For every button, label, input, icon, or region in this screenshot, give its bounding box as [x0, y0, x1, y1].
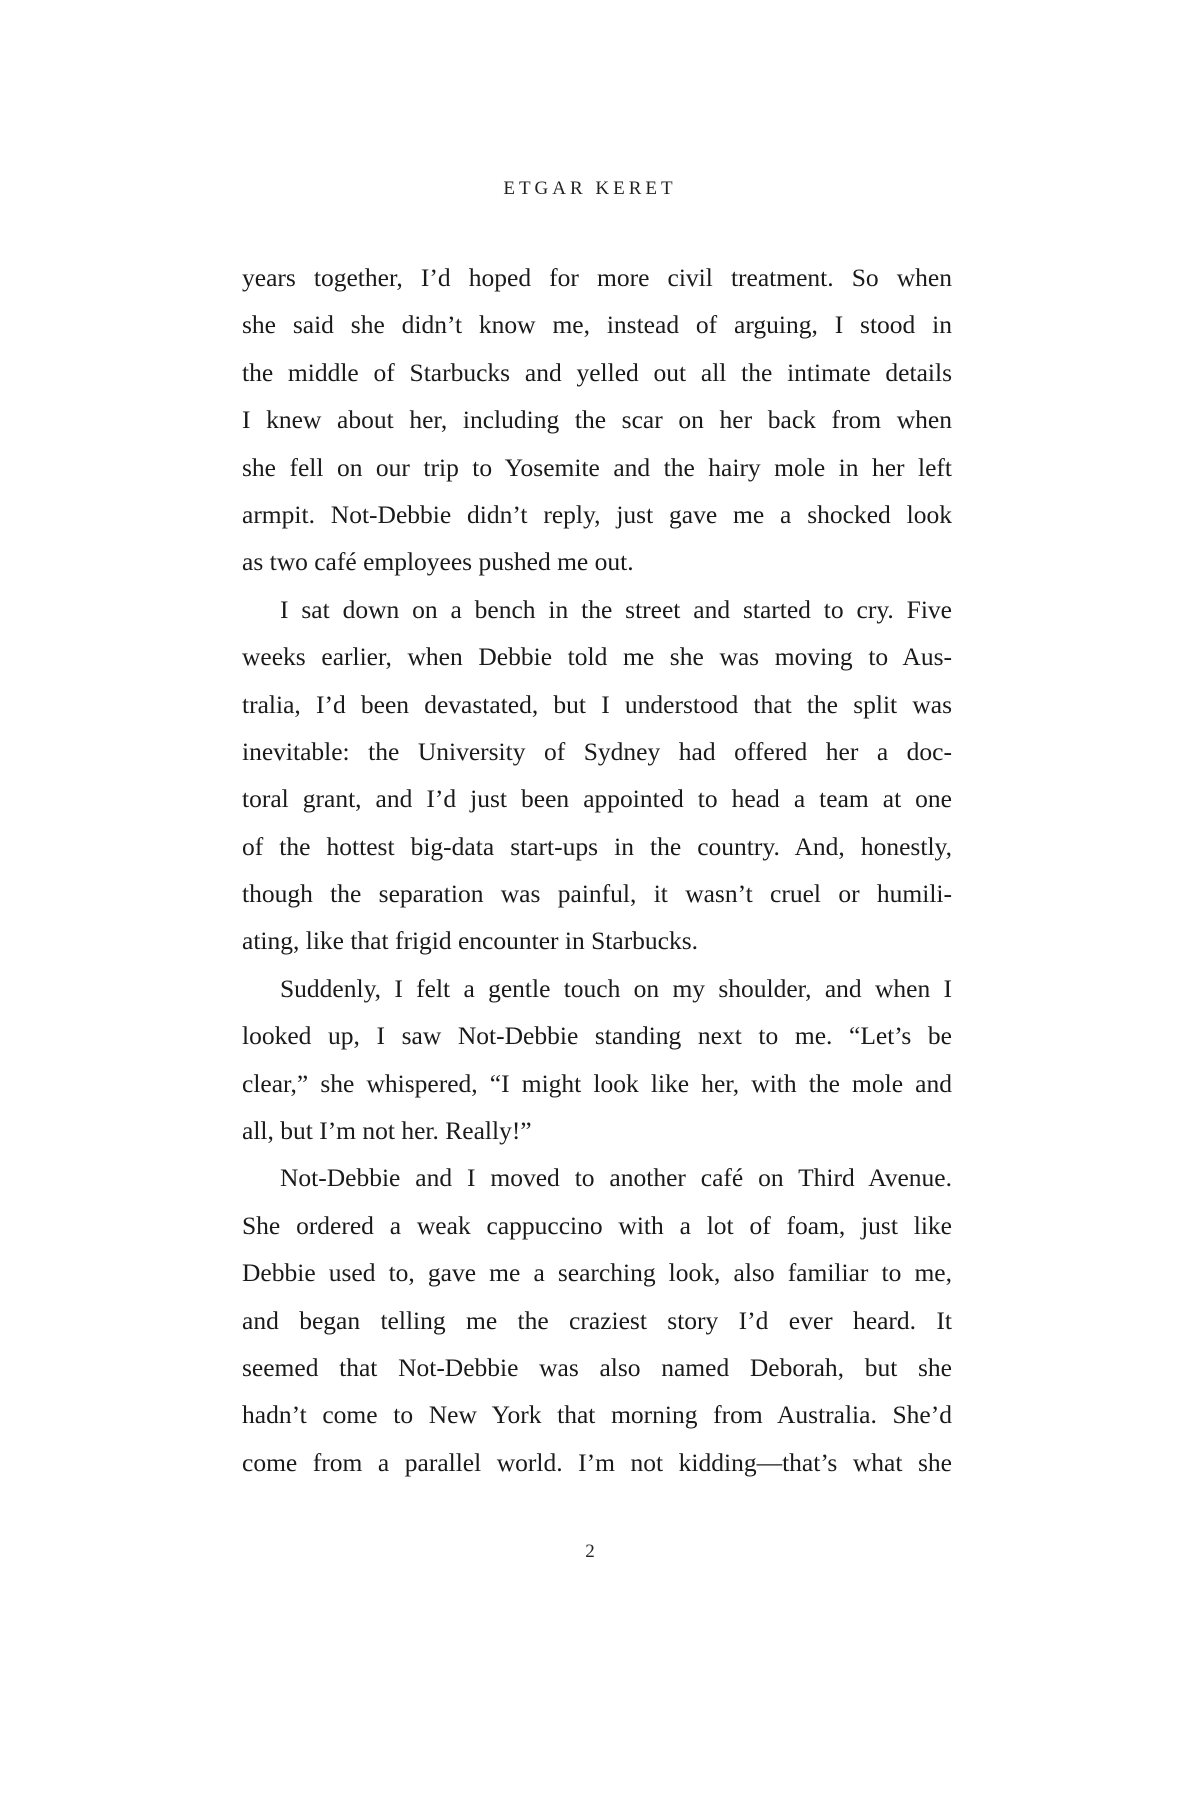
text-line: of the hottest big-data start-ups in the country. And, honestly,	[242, 831, 952, 861]
text-line: tralia, I’d been devastated, but I understood that the split was	[242, 689, 952, 719]
running-head: ETGAR KERET	[503, 178, 677, 199]
text-line: inevitable: the University of Sydney had offered her a doc-	[242, 736, 952, 766]
text-line: and began telling me the craziest story I’d ever heard. It	[242, 1305, 952, 1335]
page-number: 2	[585, 1541, 595, 1562]
text-line: all, but I’m not her. Really!”	[242, 1116, 532, 1146]
text-line: though the separation was painful, it wasn’t cruel or humili-	[242, 879, 952, 909]
text-line: years together, I’d hoped for more civil treatment. So when	[242, 263, 952, 292]
body-text	[242, 254, 952, 1486]
paragraph-first-line: Not-Debbie and I moved to another café on Third Avenue.	[280, 1163, 952, 1193]
text-line: armpit. Not-Debbie didn’t reply, just gave me a shocked look	[242, 499, 952, 529]
text-line: looked up, I saw Not-Debbie standing next to me. “Let’s be	[242, 1021, 952, 1051]
text-line: I knew about her, including the scar on her back from when	[242, 405, 952, 435]
text-line: the middle of Starbucks and yelled out all the intimate details	[242, 357, 952, 387]
text-line: come from a parallel world. I’m not kidding—that’s what she	[242, 1447, 952, 1477]
text-line: She ordered a weak cappuccino with a lot of foam, just like	[242, 1210, 952, 1240]
text-line: hadn’t come to New York that morning from Australia. She’d	[242, 1400, 952, 1430]
text-line: seemed that Not-Debbie was also named Deborah, but she	[242, 1352, 952, 1382]
text-line: Debbie used to, gave me a searching look, also familiar to me,	[242, 1258, 952, 1288]
text-line: she said she didn’t know me, instead of arguing, I stood in	[242, 310, 952, 340]
paragraph-first-line: Suddenly, I felt a gentle touch on my shoulder, and when I	[280, 973, 952, 1003]
text-line: she fell on our trip to Yosemite and the hairy mole in her left	[242, 452, 952, 482]
text-line: clear,” she whispered, “I might look like her, with the mole and	[242, 1068, 952, 1098]
text-line: weeks earlier, when Debbie told me she was moving to Aus-	[242, 642, 952, 672]
paragraph-first-line: I sat down on a bench in the street and started to cry. Five	[280, 594, 952, 624]
text-line: as two café employees pushed me out.	[242, 547, 634, 577]
text-line: ating, like that frigid encounter in Starbucks.	[242, 926, 699, 956]
text-line: toral grant, and I’d just been appointed to head a team at one	[242, 784, 952, 814]
